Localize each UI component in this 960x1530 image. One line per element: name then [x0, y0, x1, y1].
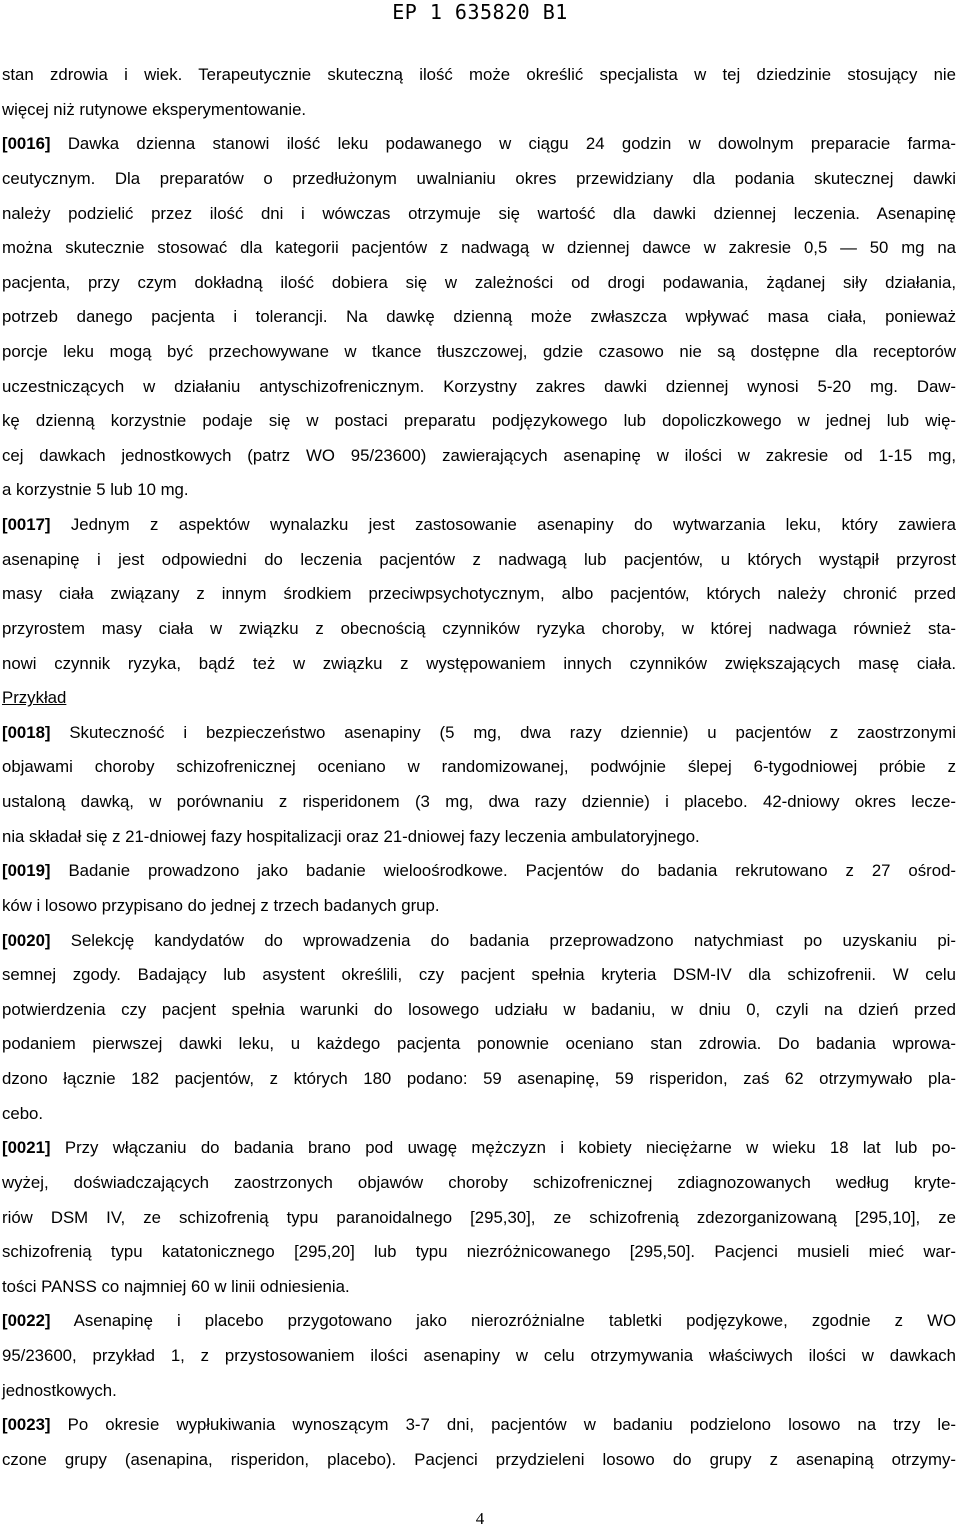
section-heading: Przykład	[2, 688, 67, 708]
paragraph-number: [0023]	[2, 1415, 51, 1435]
line-text: Selekcję kandydatów do wprowadzenia do badania przeprowadzono natychmiast po uzyskaniu pi-	[50, 930, 956, 950]
document-number-header: EP 1 635820 B1	[392, 0, 568, 24]
line-text: stan zdrowia i wiek. Terapeutycznie skuteczną ilość może określić specjalista w tej dziedzinie stosujący nie	[2, 65, 956, 84]
line-text: uczestniczących w działaniu antyschizofrenicznym. Korzystny zakres dawki dziennej wynosi 5-20 mg. Daw-	[2, 376, 956, 396]
line-text: objawami choroby schizofrenicznej oceniano w randomizowanej, podwójnie ślepej 6-tygodniowej próbie z	[2, 757, 956, 777]
line-text: porcje leku mogą być przechowywane w tkance tłuszczowej, gdzie czasowo nie są dostępne dla receptorów	[2, 342, 956, 361]
text-line	[2, 651, 956, 677]
line-text: ceutycznym. Dla preparatów o przedłużonym uwalnianiu okres przewidziany dla podania skutecznej dawki	[2, 168, 956, 188]
line-text: masy ciała związany z innym środkiem przeciwpsychotycznym, albo pacjentów, których należy chronić przed	[2, 584, 956, 604]
text-line	[2, 1031, 956, 1057]
text-line	[2, 1378, 960, 1404]
line-text: wyżej, doświadczających zaostrzonych objawów choroby schizofrenicznej zdiagnozowanych według kryte-	[2, 1172, 956, 1192]
text-line	[2, 270, 956, 296]
line-text: Po okresie wypłukiwania wynoszącym 3-7 dni, pacjentów w badaniu podzielono losowo na trzy le-	[50, 1415, 956, 1435]
line-text: asenapinę i jest odpowiedni do leczenia pacjentów z nadwagą lub pacjentów, u których wystąpił przyrost	[2, 549, 956, 569]
page-number: 4	[475, 1509, 485, 1528]
line-text: potwierdzenia czy pacjent spełnia warunki do losowego udziału w badaniu, w dniu 0, czyli na dzień przed	[2, 999, 956, 1019]
line-text: podaniem pierwszej dawki leku, u każdego pacjenta ponownie oceniano stan zdrowia. Do badania wprowa-	[2, 1034, 956, 1054]
text-line	[2, 1308, 956, 1334]
line-text: semnej zgody. Badający lub asystent określili, czy pacjent spełnia kryteria DSM-IV dla schizofrenii. W celu	[2, 965, 956, 985]
text-line	[2, 547, 956, 573]
line-text: 95/23600, przykład 1, z przystosowaniem ilości asenapiny w celu otrzymywania właściwych ilości w dawkach	[2, 1345, 956, 1365]
line-text: dzono łącznie 182 pacjentów, z których 180 podano: 59 asenapinę, 59 risperidon, zaś 62 otrzymywało pla-	[2, 1069, 956, 1088]
line-text: Asenapinę i placebo przygotowano jako nierozróżnialne tabletki podjęzykowe, zgodnie z WO	[50, 1311, 956, 1331]
line-text: jednostkowych.	[2, 1380, 117, 1400]
line-text: riów DSM IV, ze schizofrenią typu paranoidalnego [295,30], ze schizofrenią zdezorganizowaną [295,10], ze	[2, 1207, 956, 1227]
text-line	[2, 201, 956, 227]
text-line	[2, 235, 956, 261]
text-line	[2, 1447, 956, 1473]
text-line	[2, 477, 960, 503]
text-line	[2, 131, 956, 157]
paragraph-number: [0016]	[2, 134, 51, 154]
text-line	[2, 374, 956, 400]
line-text: kę dzienną korzystnie podaje się w postaci preparatu podjęzykowego lub dopoliczkowego w jednej lub wię-	[2, 411, 956, 431]
line-text: więcej niż rutynowe eksperymentowanie.	[2, 99, 307, 119]
text-line	[2, 1101, 960, 1127]
line-text: czone grupy (asenapina, risperidon, placebo). Pacjenci przydzieleni losowo do grupy z asenapiną otrzymy-	[2, 1449, 956, 1469]
line-text: nowi czynnik ryzyka, bądź też w związku z występowaniem innych czynników zwiększających masę ciała.	[2, 653, 956, 673]
line-text: Przy włączaniu do badania brano pod uwagę mężczyzn i kobiety nieciężarne w wieku 18 lat lub po-	[50, 1138, 956, 1158]
paragraph-number: [0022]	[2, 1311, 51, 1331]
text-line	[2, 824, 960, 850]
text-line	[2, 754, 956, 780]
text-line	[2, 858, 956, 884]
line-text: schizofrenią typu katatonicznego [295,20] lub typu niezróżnicowanego [295,50]. Pacjenci musieli mieć war-	[2, 1242, 956, 1262]
text-line	[2, 997, 956, 1023]
text-line	[2, 512, 956, 538]
line-text: Skuteczność i bezpieczeństwo asenapiny (5 mg, dwa razy dziennie) u pacjentów z zaostrzonymi	[50, 722, 956, 742]
paragraph-number: [0018]	[2, 722, 51, 742]
paragraph-number: [0020]	[2, 930, 51, 950]
line-text: tości PANSS co najmniej 60 w linii odniesienia.	[2, 1276, 350, 1296]
line-text: można skutecznie stosować dla kategorii pacjentów z nadwagą w dziennej dawce w zakresie 0,5 — 50 mg na	[2, 238, 956, 258]
text-line	[2, 616, 956, 642]
text-line	[2, 166, 956, 192]
text-line	[2, 1135, 956, 1161]
line-text: cej dawkach jednostkowych (patrz WO 95/23600) zawierających asenapinę w ilości w zakresie od 1-15 mg,	[2, 445, 956, 465]
text-line	[2, 581, 956, 607]
line-text: Dawka dzienna stanowi ilość leku podawanego w ciągu 24 godzin w dowolnym preparacie farma-	[50, 134, 956, 154]
text-line	[2, 789, 956, 815]
line-text: ków i losowo przypisano do jednej z trzech badanych grup.	[2, 895, 440, 915]
text-line	[2, 408, 956, 434]
text-line	[2, 1274, 960, 1300]
text-line	[2, 962, 956, 988]
text-line	[2, 1066, 956, 1092]
text-line	[2, 685, 960, 711]
text-line	[2, 62, 956, 88]
paragraph-number: [0021]	[2, 1138, 51, 1158]
text-line	[2, 893, 960, 919]
line-text: potrzeb danego pacjenta i tolerancji. Na dawkę dzienną może zwłaszcza wpływać masa ciała, ponieważ	[2, 307, 956, 327]
line-text: Jednym z aspektów wynalazku jest zastosowanie asenapiny do wytwarzania leku, który zawiera	[50, 515, 956, 535]
line-text: pacjenta, przy czym dokładną ilość dobiera się w zależności od drogi podawania, żądanej siły działania,	[2, 272, 956, 292]
line-text: nia składał się z 21-dniowej fazy hospitalizacji oraz 21-dniowej fazy leczenia ambulatoryjnego.	[2, 826, 700, 846]
text-line	[2, 304, 956, 330]
text-line	[2, 97, 960, 123]
text-line	[2, 1412, 956, 1438]
line-text: ustaloną dawką, w porównaniu z risperidonem (3 mg, dwa razy dziennie) i placebo. 42-dniowy okres lecze-	[2, 792, 956, 811]
text-line	[2, 1170, 956, 1196]
text-line	[2, 1205, 956, 1231]
line-text: Badanie prowadzono jako badanie wieloośrodkowe. Pacjentów do badania rekrutowano z 27 ośrod-	[50, 861, 956, 881]
text-line	[2, 1343, 956, 1369]
text-line	[2, 443, 956, 469]
text-line	[2, 720, 956, 746]
line-text: przyrostem masy ciała w związku z obecnością czynników ryzyka choroby, w której nadwaga również sta-	[2, 618, 956, 638]
line-text: a korzystnie 5 lub 10 mg.	[2, 480, 189, 500]
text-line	[2, 1239, 956, 1265]
line-text: należy podzielić przez ilość dni i wówczas otrzymuje się wartość dla dawki dziennej leczenia. Asenapinę	[2, 203, 956, 223]
paragraph-number: [0019]	[2, 861, 51, 881]
text-line	[2, 928, 956, 954]
text-line	[2, 339, 956, 365]
line-text: cebo.	[2, 1103, 44, 1123]
paragraph-number: [0017]	[2, 515, 51, 535]
